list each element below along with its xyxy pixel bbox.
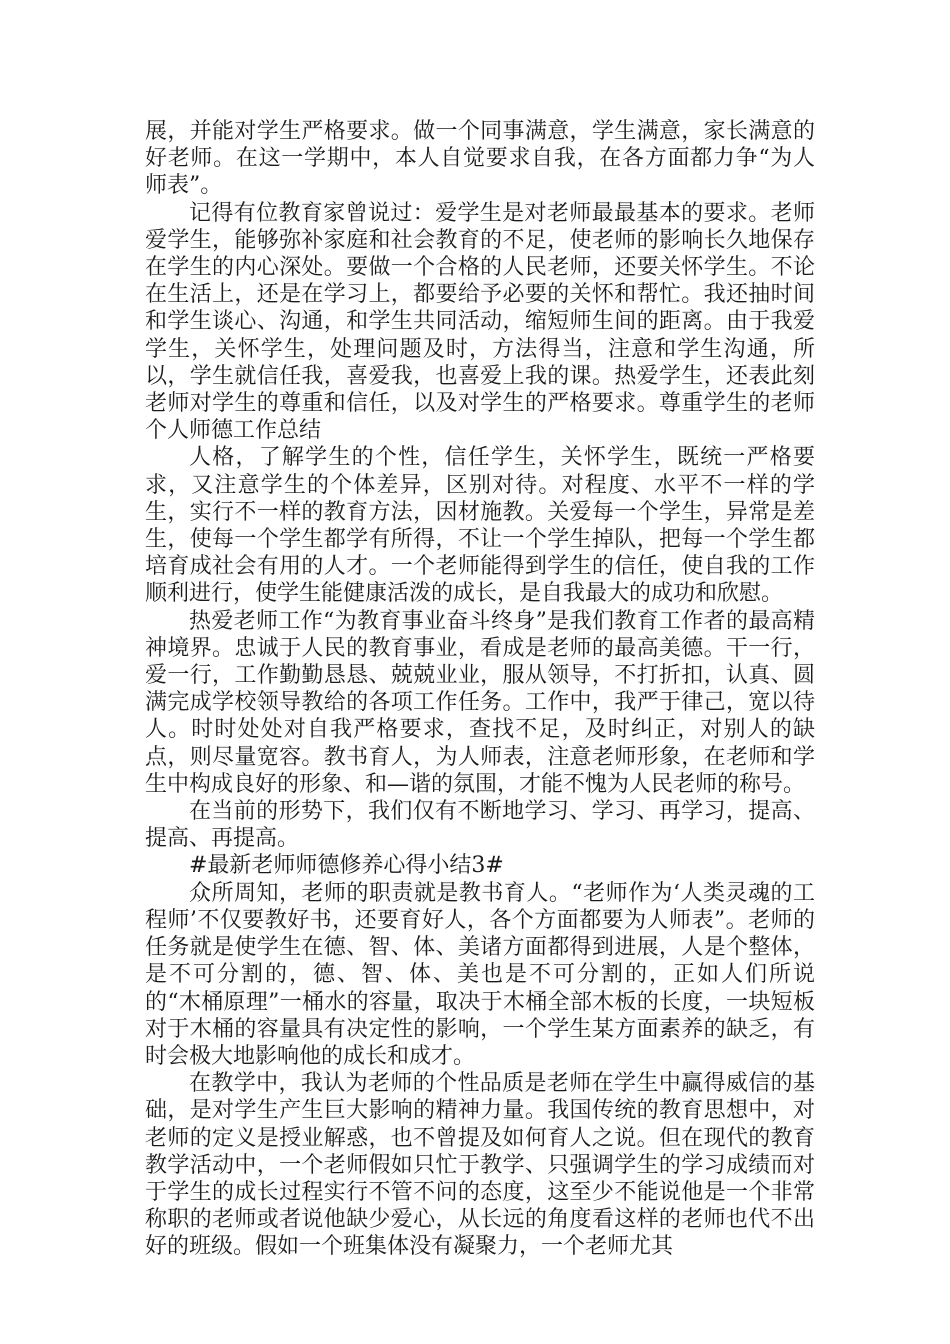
paragraph: 展，并能对学生严格要求。做一个同事满意，学生满意，家长满意的好老师。在这一学期中，本人自觉要求自我，在各方面都力争“为人师表”。	[145, 119, 815, 199]
section-heading: #最新老师师德修养心得小结3#	[189, 853, 504, 879]
paragraph: 在教学中，我认为老师的个性品质是老师在学生中赢得威信的基础，是对学生产生巨大影响的精神力量。我国传统的教育思想中，对老师的定义是授业解惑，也不曾提及如何育人之说。但在现代的教育教学活动中，一个老师假如只忙于教学、只强调学生的学习成绩而对于学生的成长过程实行不管不问的态度，这至少不能说他是一个非常称职的老师或者说他缺少爱心，从长远的角度看这样的老师也代不出好的班级。假如一个班集体没有凝聚力，一个老师尤其	[145, 1071, 815, 1260]
paragraph: 记得有位教育家曾说过：爱学生是对老师最最基本的要求。老师爱学生，能够弥补家庭和社会教育的不足，使老师的影响长久地保存在学生的内心深处。要做一个合格的人民老师，还要关怀学生。不论在生活上，还是在学习上，都要给予必要的关怀和帮忙。我还抽时间和学生谈心、沟通，和学生共同活动，缩短师生间的距离。由于我爱学生，关怀学生，处理问题及时，方法得当，注意和学生沟通，所以，学生就信任我，喜爱我，也喜爱上我的课。热爱学生，还表此刻老师对学生的尊重和信任，以及对学生的严格要求。尊重学生的老师个人师德工作总结	[145, 200, 815, 444]
paragraph: 众所周知，老师的职责就是教书育人。“老师作为‘人类灵魂的工程师’不仅要教好书，还要育好人，各个方面都要为人师表”。老师的任务就是使学生在德、智、体、美诸方面都得到进展，人是个整体，是不可分割的，德、智、体、美也是不可分割的，正如人们所说的“木桶原理”一桶水的容量，取决于木桶全部木板的长度，一块短板对于木桶的容量具有决定性的影响，一个学生某方面素养的缺乏，有时会极大地影响他的成长和成才。	[145, 880, 815, 1069]
paragraph: 在当前的形势下，我们仅有不断地学习、学习、再学习，提高、提高、再提高。	[145, 799, 815, 852]
paragraph: 人格，了解学生的个性，信任学生，关怀学生，既统一严格要求，又注意学生的个体差异，区别对待。对程度、水平不一样的学生，实行不一样的教育方法，因材施教。关爱每一个学生，异常是差生，使每一个学生都学有所得，不让一个学生掉队，把每一个学生都培育成社会有用的人才。一个老师能得到学生的信任，使自我的工作顺利进行，使学生能健康活泼的成长，是自我最大的成功和欣慰。	[145, 445, 815, 607]
paragraph: 热爱老师工作“为教育事业奋斗终身”是我们教育工作者的最高精神境界。忠诚于人民的教育事业，看成是老师的最高美德。干一行，爱一行，工作勤勤恳恳、兢兢业业，服从领导，不打折扣，认真、圆满完成学校领导教给的各项工作任务。工作中，我严于律己，宽以待人。时时处处对自我严格要求，查找不足，及时纠正，对别人的缺点，则尽量宽容。教书育人，为人师表，注意老师形象，在老师和学生中构成良好的形象、和—谐的氛围，才能不愧为人民老师的称号。	[145, 608, 815, 797]
document-body	[145, 118, 815, 1261]
